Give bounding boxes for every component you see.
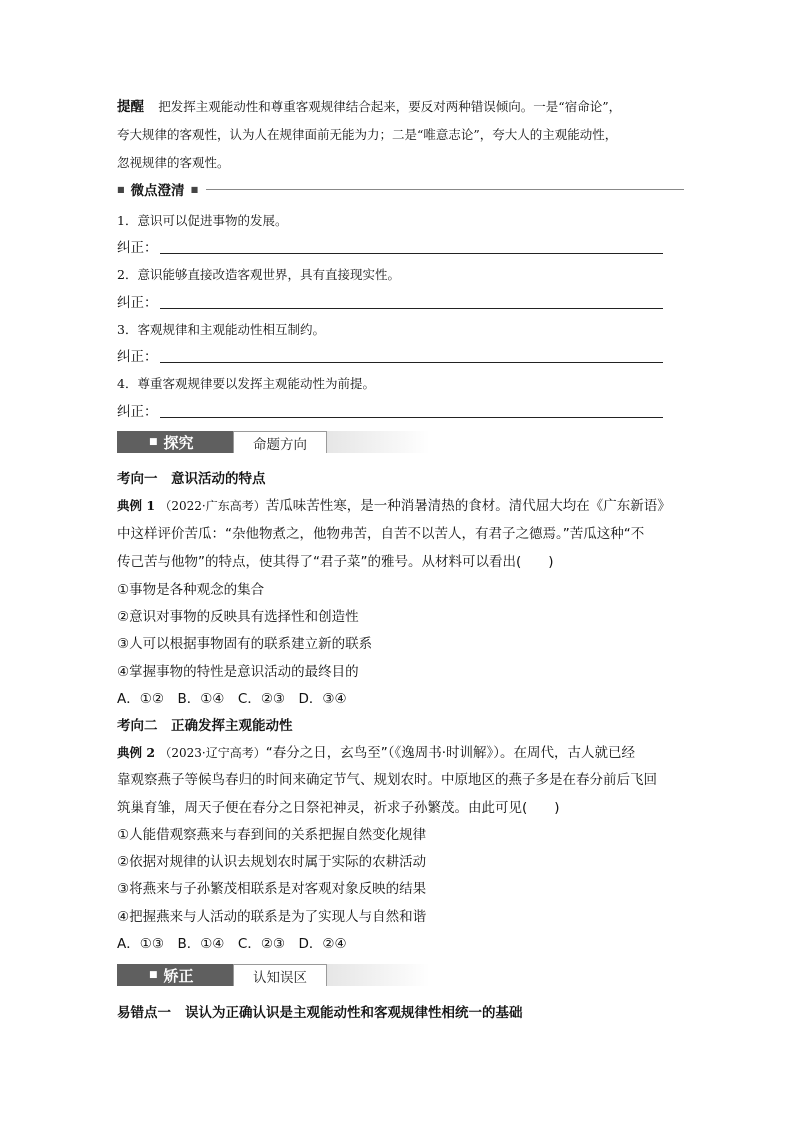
example-2-option-3: ③将燕来与子孙繁茂相联系是对客观对象反映的结果 <box>117 881 427 897</box>
correction-label-4: 纠正： <box>117 404 158 420</box>
example-1-answers: A．①② B．①④ C．②③ D．③④ <box>117 691 347 707</box>
example-1-option-4: ④掌握事物的特性是意识活动的最终目的 <box>117 664 359 680</box>
correction-answer-line-4[interactable] <box>160 417 663 418</box>
explore-banner-subtitle: 命题方向 <box>233 431 327 453</box>
example-1-option-3: ③人可以根据事物固有的联系建立新的联系 <box>117 636 373 652</box>
example-2-line-1 <box>117 745 635 761</box>
correction-answer-line-3[interactable] <box>160 362 663 363</box>
clarify-item-1: 1．意识可以促进事物的发展。 <box>117 213 288 228</box>
tip-text-1: 把发挥主观能动性和尊重客观规律结合起来，要反对两种错误倾向。一是“宿命论”， <box>158 99 622 114</box>
error-point-1 <box>117 1005 523 1021</box>
example-2-label: 典例 2 <box>117 745 156 760</box>
explore-banner-title: 探究 <box>163 433 194 452</box>
correct-banner-title: 矫正 <box>163 966 194 985</box>
correction-answer-line-1[interactable] <box>160 253 663 254</box>
example-1-text-1: 苦瓜味苦性寒，是一种消暑清热的食材。清代屈大均在《广东新语》 <box>265 498 671 514</box>
clarify-divider <box>206 189 684 190</box>
example-1-label: 典例 1 <box>117 498 156 513</box>
example-2-answers: A．①③ B．①④ C．②③ D．②④ <box>117 936 347 952</box>
correction-label-2: 纠正： <box>117 295 158 311</box>
example-1-option-2: ②意识对事物的反映具有选择性和创造性 <box>117 609 359 625</box>
explore-banner-dark <box>117 431 233 453</box>
example-1-line-1 <box>117 498 671 514</box>
clarify-item-4: 4．尊重客观规律要以发挥主观能动性为前提。 <box>117 376 375 391</box>
square-icon: ■ <box>149 437 158 447</box>
square-icon: ■ <box>190 184 199 194</box>
tip-label: 提醒 <box>117 99 144 115</box>
example-1-line-2: 中这样评价苦瓜：“杂他物煮之，他物弗苦，自苦不以苦人，有君子之德焉。”苦瓜这种“不 <box>117 526 645 542</box>
clarify-title: 微点澄清 <box>130 183 185 199</box>
correct-banner-dark <box>117 964 233 986</box>
correction-label-3: 纠正： <box>117 349 158 365</box>
square-icon: ■ <box>117 184 125 194</box>
example-1-source: （2022·广东高考） <box>159 499 266 513</box>
tip-line-3: 忽视规律的客观性。 <box>117 155 230 170</box>
example-1-line-3: 传己苦与他物”的特点，使其得了“君子菜”的雅号。从材料可以看出( ) <box>117 554 554 570</box>
example-2-option-1: ①人能借观察燕来与春到间的关系把握自然变化规律 <box>117 827 427 843</box>
example-2-text-1: “春分之日，玄鸟至”（《逸周书·时训解》）。在周代，古人就已经 <box>265 745 635 761</box>
error-point-1-text: 误认为正确认识是主观能动性和客观规律性相统一的基础 <box>185 1005 523 1021</box>
direction-2-title: 考向二 正确发挥主观能动性 <box>117 718 293 734</box>
explore-banner-fade <box>327 431 430 453</box>
correct-banner-subtitle: 认知误区 <box>233 964 327 986</box>
clarify-item-2: 2．意识能够直接改造客观世界，具有直接现实性。 <box>117 267 400 282</box>
error-point-1-label: 易错点一 <box>117 1005 171 1021</box>
square-icon: ■ <box>149 970 158 980</box>
tip-line-2: 夸大规律的客观性，认为人在规律面前无能为力；二是“唯意志论”，夸大人的主观能动性， <box>117 127 618 142</box>
example-2-line-3: 筑巢育雏，周天子便在春分之日祭祀神灵，祈求子孙繁茂。由此可见( ) <box>117 800 560 816</box>
example-1-option-1: ①事物是各种观念的集合 <box>117 582 265 598</box>
example-2-line-2: 靠观察燕子等候鸟春归的时间来确定节气、规划农时。中原地区的燕子多是在春分前后飞回 <box>117 772 657 788</box>
direction-1-title: 考向一 意识活动的特点 <box>117 471 266 487</box>
example-2-option-2: ②依据对规律的认识去规划农时属于实际的农耕活动 <box>117 854 427 870</box>
correct-banner <box>117 962 430 986</box>
example-2-source: （2023·辽宁高考） <box>159 746 266 760</box>
example-2-option-4: ④把握燕来与人活动的联系是为了实现人与自然和谐 <box>117 909 427 925</box>
explore-banner <box>117 429 430 453</box>
tip-line-1 <box>117 99 621 115</box>
clarify-item-3: 3．客观规律和主观能动性相互制约。 <box>117 322 325 337</box>
clarify-header <box>117 179 684 199</box>
correct-banner-fade <box>327 964 430 986</box>
correction-label-1: 纠正： <box>117 240 158 256</box>
correction-answer-line-2[interactable] <box>160 308 663 309</box>
